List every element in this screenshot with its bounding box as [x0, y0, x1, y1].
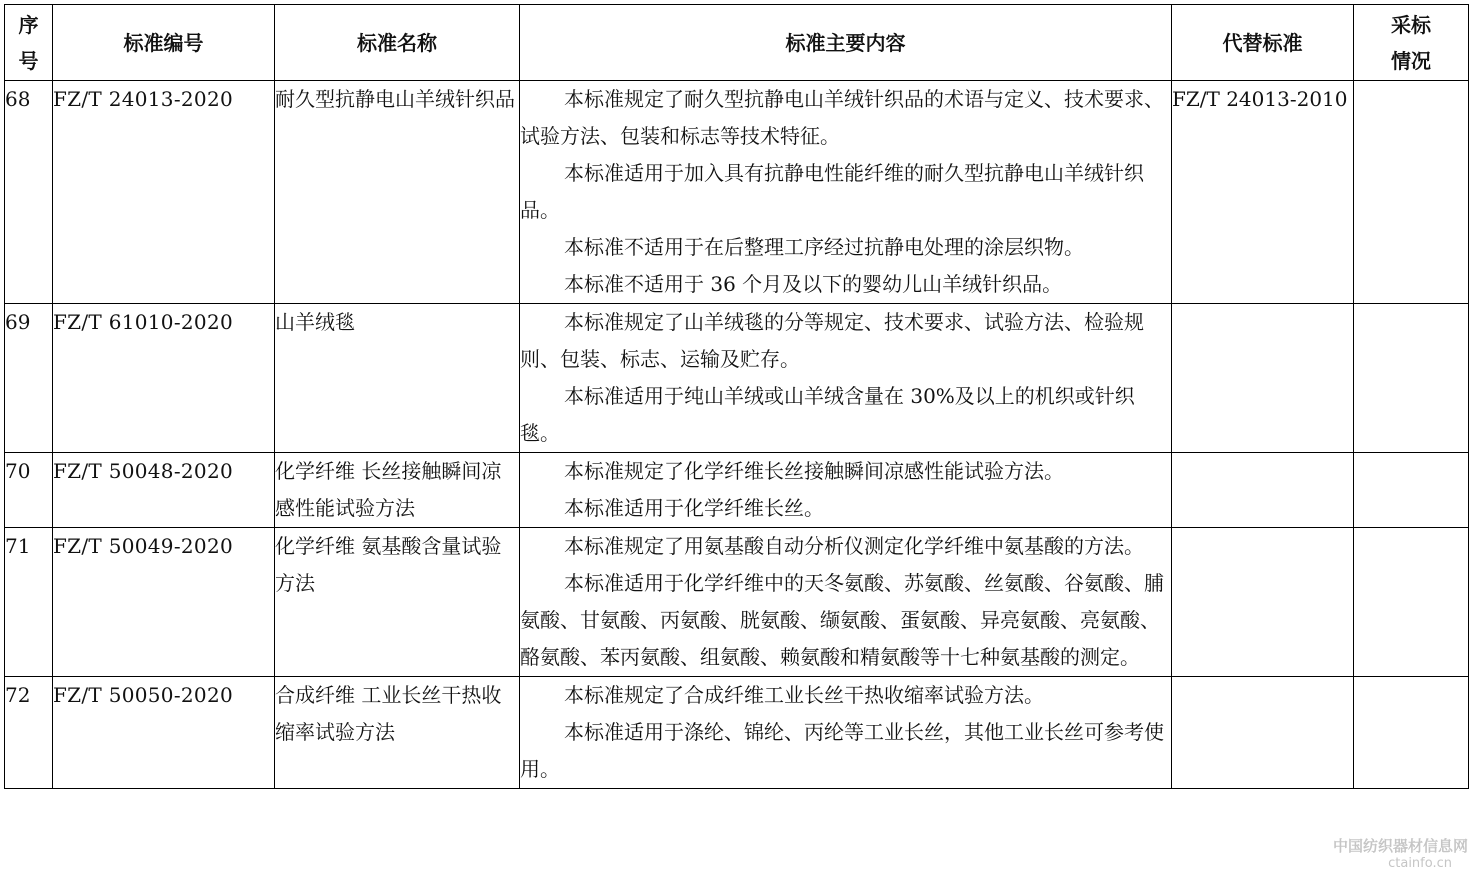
standard-content — [520, 528, 1172, 677]
row-no: 70 — [5, 453, 53, 528]
header-replaces: 代替标准 — [1172, 5, 1354, 81]
adoption-status — [1354, 304, 1469, 453]
content-paragraph: 本标准规定了化学纤维长丝接触瞬间凉感性能试验方法。 — [564, 459, 1064, 483]
standard-name: 山羊绒毯 — [275, 304, 520, 453]
standard-name: 化学纤维 长丝接触瞬间凉感性能试验方法 — [275, 453, 520, 528]
adoption-status — [1354, 528, 1469, 677]
header-content: 标准主要内容 — [520, 5, 1172, 81]
row-no: 72 — [5, 677, 53, 789]
header-name: 标准名称 — [275, 5, 520, 81]
content-paragraph: 本标准规定了耐久型抗静电山羊绒针织品的术语与定义、技术要求、试验方法、包装和标志等技术特征。 — [520, 87, 1164, 148]
standard-code: FZ/T 61010-2020 — [53, 304, 275, 453]
replaced-standard — [1172, 528, 1354, 677]
content-paragraph: 本标准适用于涤纶、锦纶、丙纶等工业长丝，其他工业长丝可参考使用。 — [520, 720, 1164, 781]
replaced-standard — [1172, 304, 1354, 453]
adoption-status — [1354, 453, 1469, 528]
replaced-standard — [1172, 677, 1354, 789]
standard-name: 合成纤维 工业长丝干热收缩率试验方法 — [275, 677, 520, 789]
adoption-status — [1354, 81, 1469, 304]
table-row — [5, 304, 1469, 453]
content-paragraph: 本标准规定了合成纤维工业长丝干热收缩率试验方法。 — [564, 683, 1044, 707]
header-code: 标准编号 — [53, 5, 275, 81]
content-paragraph: 本标准不适用于在后整理工序经过抗静电处理的涂层织物。 — [564, 235, 1084, 259]
content-paragraph: 本标准适用于化学纤维中的天冬氨酸、苏氨酸、丝氨酸、谷氨酸、脯氨酸、甘氨酸、丙氨酸、胱氨酸、缬氨酸、蛋氨酸、异亮氨酸、亮氨酸、酪氨酸、苯丙氨酸、组氨酸、赖氨酸和精氨酸等十七种氨基酸的测定。 — [520, 571, 1164, 669]
watermark-en: ctainfo.cn — [1388, 856, 1452, 871]
content-paragraph: 本标准适用于加入具有抗静电性能纤维的耐久型抗静电山羊绒针织品。 — [520, 161, 1144, 222]
content-paragraph: 本标准规定了山羊绒毯的分等规定、技术要求、试验方法、检验规则、包装、标志、运输及贮存。 — [520, 310, 1144, 371]
adoption-status — [1354, 677, 1469, 789]
standard-code: FZ/T 24013-2020 — [53, 81, 275, 304]
standard-content — [520, 81, 1172, 304]
table-row — [5, 528, 1469, 677]
standards-table — [4, 4, 1469, 789]
standard-content — [520, 453, 1172, 528]
standard-name: 化学纤维 氨基酸含量试验方法 — [275, 528, 520, 677]
content-paragraph: 本标准规定了用氨基酸自动分析仪测定化学纤维中氨基酸的方法。 — [564, 534, 1144, 558]
standard-name: 耐久型抗静电山羊绒针织品 — [275, 81, 520, 304]
replaced-standard: FZ/T 24013-2010 — [1172, 81, 1354, 304]
content-paragraph: 本标准适用于纯山羊绒或山羊绒含量在 30%及以上的机织或针织毯。 — [520, 384, 1135, 445]
standard-code: FZ/T 50050-2020 — [53, 677, 275, 789]
header-no: 序 号 — [5, 5, 53, 81]
table-row — [5, 677, 1469, 789]
standard-code: FZ/T 50049-2020 — [53, 528, 275, 677]
row-no: 71 — [5, 528, 53, 677]
row-no: 68 — [5, 81, 53, 304]
table-header — [5, 5, 1469, 81]
site-watermark — [1333, 837, 1468, 873]
row-no: 69 — [5, 304, 53, 453]
header-adoption: 采标 情况 — [1354, 5, 1469, 81]
content-paragraph: 本标准不适用于 36 个月及以下的婴幼儿山羊绒针织品。 — [564, 272, 1063, 296]
replaced-standard — [1172, 453, 1354, 528]
table-row — [5, 81, 1469, 304]
content-paragraph: 本标准适用于化学纤维长丝。 — [564, 496, 824, 520]
table-body — [5, 81, 1469, 789]
table-row — [5, 453, 1469, 528]
standard-code: FZ/T 50048-2020 — [53, 453, 275, 528]
standard-content — [520, 304, 1172, 453]
standard-content — [520, 677, 1172, 789]
watermark-cn: 中国纺织器材信息网 — [1332, 837, 1468, 855]
